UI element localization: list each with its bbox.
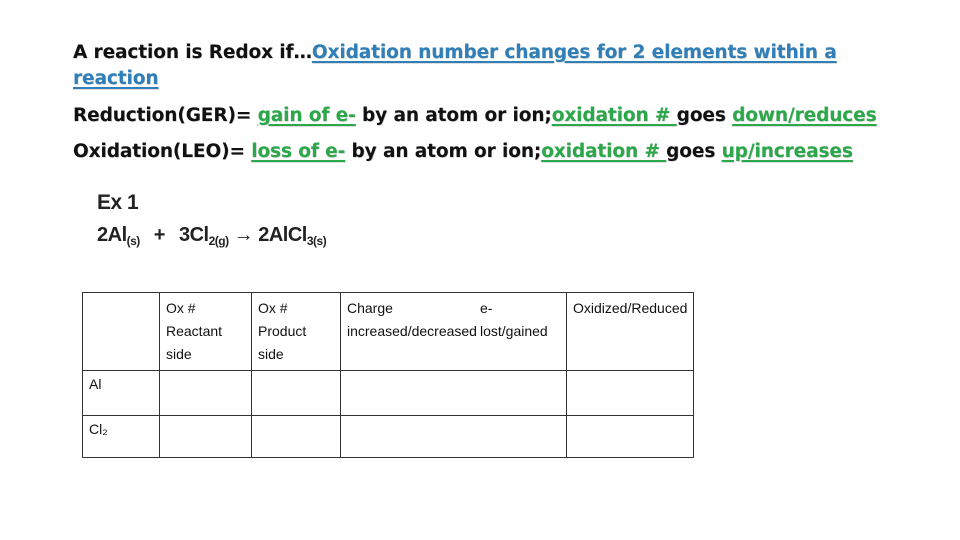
- cell-blank[interactable]: [478, 416, 567, 458]
- worksheet-table: [82, 292, 694, 458]
- eq-product: 2AlCl: [258, 224, 307, 246]
- intro-prefix: A reaction is Redox if…: [73, 42, 312, 63]
- oxidation-line: [73, 141, 853, 162]
- reduction-label: Reduction(GER)=: [73, 105, 258, 126]
- example-equation: [97, 224, 326, 248]
- reduction-ox: oxidation #: [551, 105, 677, 126]
- intro-line: [73, 42, 837, 63]
- arrow-icon: →: [233, 224, 254, 246]
- example-title: Ex 1: [97, 191, 139, 214]
- eq-reactant-cl: 3Cl: [178, 224, 209, 246]
- reduction-middle: by an atom or ion;: [355, 105, 552, 126]
- header-ox-product: Ox # Product side: [252, 293, 341, 371]
- cell-blank[interactable]: [160, 371, 252, 416]
- table-header-row: [83, 293, 694, 371]
- cell-blank[interactable]: [478, 371, 567, 416]
- oxidation-label: Oxidation(LEO)=: [73, 141, 252, 162]
- cell-blank[interactable]: [341, 416, 479, 458]
- reduction-line: [73, 105, 877, 126]
- table-row: [83, 416, 694, 458]
- reduction-gain: gain of e-: [257, 105, 356, 126]
- intro-definition: Oxidation number changes for 2 elements within a: [311, 42, 837, 63]
- row-label-cl2: Cl₂: [83, 416, 160, 458]
- oxidation-middle: by an atom or ion;: [345, 141, 542, 162]
- header-charge: Charge increased/decreased: [341, 293, 479, 371]
- intro-definition-end: reaction: [73, 68, 159, 89]
- header-ox-reactant: Ox # Reactant side: [160, 293, 252, 371]
- cell-blank[interactable]: [567, 416, 694, 458]
- header-electrons: e- lost/gained: [478, 293, 567, 371]
- cell-blank[interactable]: [567, 371, 694, 416]
- cell-blank[interactable]: [341, 371, 479, 416]
- reduction-result: down/reduces: [732, 105, 877, 126]
- header-cell-empty: [83, 293, 160, 371]
- header-oxidized-reduced: Oxidized/Reduced: [567, 293, 694, 371]
- table-row: [83, 371, 694, 416]
- oxidation-result: up/increases: [721, 141, 853, 162]
- eq-product-state: 3(s): [306, 234, 327, 248]
- intro-line-continued: [73, 68, 158, 89]
- row-label-al: Al: [83, 371, 160, 416]
- cell-blank[interactable]: [252, 416, 341, 458]
- oxidation-ox: oxidation #: [541, 141, 667, 162]
- oxidation-goes: goes: [666, 141, 722, 162]
- eq-reactant-al: 2Al: [97, 224, 127, 246]
- oxidation-loss: loss of e-: [251, 141, 346, 162]
- cell-blank[interactable]: [252, 371, 341, 416]
- eq-plus: +: [153, 224, 165, 246]
- reduction-goes: goes: [676, 105, 733, 126]
- eq-al-state: (s): [126, 234, 140, 248]
- cell-blank[interactable]: [160, 416, 252, 458]
- eq-cl-state: 2(g): [208, 234, 229, 248]
